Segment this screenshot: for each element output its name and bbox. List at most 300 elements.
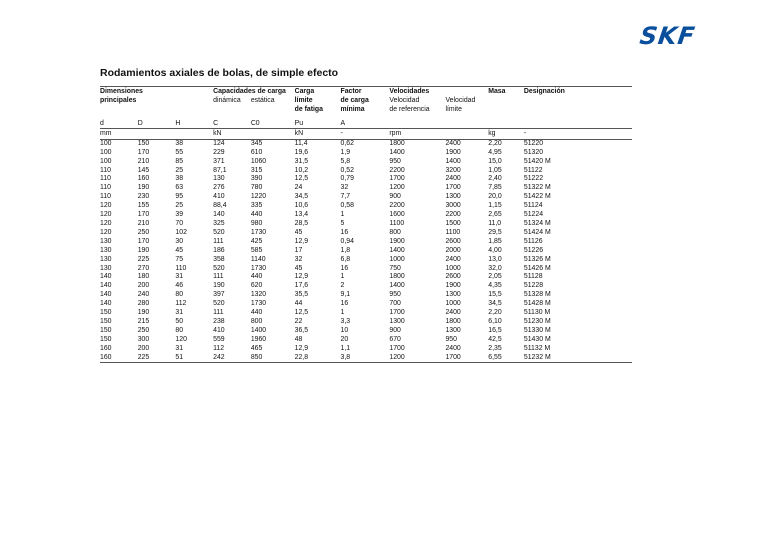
unit-designation: -	[524, 128, 581, 139]
cell-C0: 780	[250, 184, 263, 192]
cell-H: 45	[175, 246, 184, 254]
cell-C0: 850	[251, 354, 295, 363]
cell-D: 190	[137, 246, 150, 254]
cell-mass: 2,20	[488, 309, 502, 317]
cell-designation: 51320	[523, 148, 544, 156]
cell-D: 270	[137, 264, 150, 272]
cell-C: 559	[213, 335, 225, 343]
cell-d: 110	[100, 175, 111, 183]
cell-designation: 51128	[523, 273, 543, 281]
cell-designation: 51222	[523, 175, 544, 183]
cell-C0: 800	[250, 317, 263, 325]
cell-D: 145	[137, 166, 150, 174]
cell-mass: 4,95	[488, 148, 502, 156]
cell-lim-speed: 1000	[445, 300, 461, 308]
table-body	[100, 139, 632, 363]
table-row	[100, 149, 632, 158]
cell-C0: 610	[250, 148, 263, 156]
cell-d: 100	[100, 148, 112, 156]
cell-Pu: 19,6	[294, 148, 309, 156]
unit-empty	[581, 128, 632, 139]
table-row	[100, 139, 632, 148]
symbol-d: d	[100, 119, 104, 127]
cell-ref-speed: 670	[389, 335, 401, 343]
cell-mass: 15,0	[488, 157, 502, 165]
cell-empty	[581, 149, 632, 158]
cell-ref-speed: 2200	[389, 166, 405, 174]
table-row	[100, 318, 632, 327]
unit-kn-pu: kN	[295, 128, 341, 139]
table-row	[100, 256, 632, 265]
cell-C: 371	[213, 157, 225, 165]
header-minimum: mínima	[340, 106, 365, 114]
cell-H: 102	[175, 228, 187, 236]
cell-C: 242	[213, 354, 251, 363]
cell-empty	[581, 211, 632, 220]
cell-lim-speed: 3200	[445, 166, 461, 174]
cell-d: 140	[100, 282, 112, 290]
cell-mass: 6,55	[488, 354, 524, 363]
cell-empty	[581, 327, 632, 336]
header-limit-speed: límite	[445, 106, 462, 114]
cell-d: 130	[100, 264, 112, 272]
header-empty	[488, 105, 632, 114]
cell-Pu: 28,5	[294, 219, 309, 227]
cell-H: 80	[175, 291, 184, 299]
cell-mass: 4,00	[488, 246, 502, 254]
cell-lim-speed: 2400	[445, 139, 461, 147]
cell-C0: 345	[250, 139, 263, 147]
cell-C: 229	[213, 148, 225, 156]
cell-lim-speed: 1100	[445, 228, 461, 236]
cell-D: 200	[137, 282, 150, 290]
cell-designation: 51220	[523, 139, 544, 147]
cell-D: 215	[137, 317, 150, 325]
header-reference: de referencia	[389, 106, 430, 114]
cell-mass: 32,0	[488, 264, 502, 272]
cell-ref-speed: 950	[389, 291, 401, 299]
cell-mass: 20,0	[488, 193, 502, 201]
cell-lim-speed: 3000	[445, 202, 461, 210]
cell-mass: 15,5	[488, 291, 502, 299]
cell-C0: 1960	[250, 335, 267, 343]
cell-C: 325	[213, 219, 225, 227]
cell-A: 1	[340, 211, 345, 219]
cell-d: 160	[100, 354, 138, 363]
cell-empty	[581, 273, 632, 282]
symbol-Pu: Pu	[294, 119, 304, 127]
cell-empty	[581, 238, 632, 247]
cell-C0: 1400	[250, 326, 267, 334]
cell-lim-speed: 1500	[445, 219, 461, 227]
cell-ref-speed: 1800	[389, 273, 405, 281]
cell-Pu: 12,5	[294, 309, 309, 317]
cell-d: 150	[100, 309, 112, 317]
cell-empty	[581, 265, 632, 274]
header-empty	[389, 119, 632, 129]
cell-ref-speed: 1700	[389, 344, 405, 352]
cell-A: 20	[340, 335, 349, 343]
cell-d: 140	[100, 300, 112, 308]
table-header	[100, 87, 632, 129]
cell-ref-speed: 1400	[389, 246, 405, 254]
cell-C0: 1730	[250, 264, 267, 272]
cell-H: 80	[175, 326, 184, 334]
cell-C: 124	[213, 139, 225, 147]
cell-d: 150	[100, 326, 112, 334]
cell-C: 358	[213, 255, 225, 263]
cell-lim-speed: 1700	[445, 354, 488, 363]
unit-mm: mm	[100, 128, 213, 139]
cell-ref-speed: 900	[389, 326, 401, 334]
table-row	[100, 291, 632, 300]
cell-designation: 51428 M	[523, 300, 551, 308]
cell-C: 88,4	[213, 202, 227, 210]
cell-lim-speed: 1300	[445, 326, 461, 334]
cell-empty	[581, 193, 632, 202]
cell-designation: 51424 M	[523, 228, 551, 236]
table-row	[100, 309, 632, 318]
unit-rpm: rpm	[389, 128, 488, 139]
cell-H: 70	[175, 219, 184, 227]
cell-D: 160	[137, 175, 150, 183]
cell-ref-speed: 1400	[389, 148, 405, 156]
cell-C0: 465	[250, 344, 263, 352]
cell-H: 31	[175, 344, 184, 352]
cell-H: 25	[175, 166, 184, 174]
header-row-3	[100, 105, 632, 114]
cell-C0: 425	[250, 237, 263, 245]
header-limit: límite	[294, 97, 313, 105]
cell-mass: 11,0	[488, 219, 502, 227]
cell-H: 85	[175, 157, 184, 165]
header-dynamic: dinámica	[213, 97, 241, 105]
cell-C0: 1730	[250, 228, 267, 236]
cell-d: 110	[100, 184, 111, 192]
header-dimensions: Dimensiones	[100, 87, 213, 97]
header-load-limit: Carga	[295, 87, 341, 97]
cell-lim-speed: 2000	[445, 246, 461, 254]
cell-A: 1,8	[340, 246, 351, 254]
cell-designation: 51430 M	[523, 335, 551, 343]
cell-designation: 51226	[523, 246, 544, 254]
cell-C: 111	[213, 237, 224, 245]
cell-A: 16	[340, 264, 349, 272]
cell-C0: 1060	[250, 157, 267, 165]
cell-lim-speed: 2400	[445, 344, 461, 352]
cell-A: 1,9	[340, 148, 351, 156]
skf-logo: SKF	[638, 22, 698, 50]
header-empty	[100, 105, 295, 114]
cell-ref-speed: 1200	[389, 184, 405, 192]
cell-mass: 2,40	[488, 175, 502, 183]
cell-ref-speed: 900	[389, 193, 401, 201]
cell-mass: 4,35	[488, 282, 502, 290]
unit-a: -	[340, 128, 389, 139]
cell-empty	[581, 158, 632, 167]
cell-C0: 440	[250, 211, 263, 219]
cell-designation: 51328 M	[523, 291, 551, 299]
cell-C0: 1730	[250, 300, 267, 308]
cell-D: 170	[137, 237, 150, 245]
cell-A: 3,8	[340, 354, 389, 363]
cell-Pu: 34,5	[294, 193, 309, 201]
cell-D: 225	[137, 255, 150, 263]
cell-Pu: 24	[294, 184, 303, 192]
cell-lim-speed: 1000	[445, 264, 461, 272]
cell-ref-speed: 1100	[389, 219, 405, 227]
cell-mass: 2,35	[488, 344, 502, 352]
cell-C: 410	[213, 193, 225, 201]
cell-designation: 51130 M	[523, 309, 551, 317]
symbol-C0: C0	[250, 119, 260, 127]
cell-H: 120	[175, 335, 187, 343]
cell-ref-speed: 1300	[389, 317, 405, 325]
cell-A: 5,8	[340, 157, 351, 165]
cell-H: 110	[175, 264, 187, 272]
cell-lim-speed: 950	[445, 335, 457, 343]
cell-designation: 51122	[523, 166, 543, 174]
header-capacities: Capacidades de carga	[213, 87, 295, 97]
cell-Pu: 44	[294, 300, 303, 308]
table-row	[100, 345, 632, 354]
cell-A: 0,58	[340, 202, 354, 210]
cell-A: 6,8	[340, 255, 351, 263]
table-row	[100, 265, 632, 274]
cell-A: 10	[340, 326, 349, 334]
cell-d: 110	[100, 193, 111, 201]
cell-C: 410	[213, 326, 225, 334]
cell-designation: 51324 M	[523, 219, 551, 227]
cell-empty	[581, 291, 632, 300]
cell-D: 155	[137, 202, 150, 210]
cell-ref-speed: 800	[389, 228, 401, 236]
header-ref-speed: Velocidad	[389, 97, 420, 105]
cell-Pu: 12,5	[294, 175, 309, 183]
cell-empty	[581, 282, 632, 291]
cell-A: 16	[340, 300, 349, 308]
header-mass: Masa	[488, 87, 524, 97]
unit-kg: kg	[488, 128, 524, 139]
cell-C0: 440	[250, 309, 263, 317]
cell-A: 1,1	[340, 344, 351, 352]
cell-C: 186	[213, 246, 225, 254]
cell-d: 120	[100, 202, 112, 210]
cell-lim-speed: 1400	[445, 157, 461, 165]
cell-designation: 51420 M	[523, 157, 551, 165]
cell-ref-speed: 1200	[389, 354, 445, 363]
cell-D: 300	[137, 335, 150, 343]
cell-ref-speed: 1400	[389, 282, 405, 290]
table-row	[100, 238, 632, 247]
cell-A: 1	[340, 309, 345, 317]
cell-H: 31	[175, 309, 184, 317]
header-empty	[524, 96, 581, 105]
cell-d: 140	[100, 273, 112, 281]
cell-C0: 620	[250, 282, 263, 290]
cell-D: 230	[137, 193, 150, 201]
cell-lim-speed: 2400	[445, 255, 461, 263]
cell-C0: 315	[250, 166, 263, 174]
cell-lim-speed: 2200	[445, 211, 461, 219]
cell-D: 210	[137, 157, 150, 165]
cell-D: 200	[137, 344, 150, 352]
cell-ref-speed: 750	[389, 264, 401, 272]
cell-Pu: 32	[294, 255, 303, 263]
cell-C: 397	[213, 291, 225, 299]
header-row-2	[100, 96, 632, 105]
cell-D: 250	[137, 228, 150, 236]
bearings-table	[100, 86, 632, 363]
cell-designation: 51426 M	[523, 264, 551, 272]
cell-lim-speed: 2400	[445, 309, 461, 317]
cell-C: 520	[213, 228, 225, 236]
cell-D: 225	[138, 354, 176, 363]
cell-C0: 335	[250, 202, 263, 210]
cell-d: 110	[100, 166, 111, 174]
cell-mass: 16,5	[488, 326, 502, 334]
header-principal: principales	[100, 97, 137, 105]
cell-lim-speed: 2600	[445, 273, 461, 281]
cell-empty	[581, 247, 632, 256]
cell-d: 120	[100, 228, 112, 236]
cell-A: 0,79	[340, 175, 354, 183]
cell-H: 50	[175, 317, 184, 325]
table-row	[100, 354, 632, 363]
cell-mass: 29,5	[488, 228, 502, 236]
cell-Pu: 12,9	[294, 237, 309, 245]
header-lim-speed: Velocidad	[445, 97, 476, 105]
cell-mass: 2,65	[488, 211, 502, 219]
cell-mass: 1,05	[488, 166, 502, 174]
cell-d: 130	[100, 237, 112, 245]
cell-ref-speed: 1700	[389, 309, 405, 317]
header-row-symbols	[100, 119, 632, 129]
cell-d: 150	[100, 335, 112, 343]
cell-H: 30	[175, 237, 184, 245]
cell-D: 190	[137, 309, 150, 317]
cell-H: 38	[175, 139, 184, 147]
unit-kn: kN	[213, 128, 295, 139]
cell-H: 55	[175, 148, 184, 156]
cell-empty	[581, 139, 632, 148]
table-row	[100, 202, 632, 211]
cell-designation: 51330 M	[523, 326, 551, 334]
cell-A: 0,62	[340, 139, 354, 147]
cell-A: 3,3	[340, 317, 351, 325]
table-row	[100, 300, 632, 309]
cell-empty	[581, 354, 632, 363]
cell-mass: 1,15	[488, 202, 502, 210]
cell-H: 112	[175, 300, 187, 308]
cell-lim-speed: 1900	[445, 148, 461, 156]
cell-d: 130	[100, 246, 112, 254]
cell-empty	[581, 167, 632, 176]
cell-empty	[581, 318, 632, 327]
cell-designation: 51132 M	[523, 344, 551, 352]
cell-mass: 13,0	[488, 255, 502, 263]
cell-C0: 980	[250, 219, 263, 227]
cell-lim-speed: 2400	[445, 175, 461, 183]
table-row	[100, 282, 632, 291]
cell-empty	[581, 184, 632, 193]
header-designation: Designación	[524, 87, 581, 97]
cell-D: 170	[137, 148, 150, 156]
header-blank	[581, 87, 632, 97]
cell-Pu: 13,4	[294, 211, 309, 219]
cell-mass: 2,05	[488, 273, 502, 281]
header-empty	[488, 96, 524, 105]
cell-lim-speed: 2600	[445, 237, 461, 245]
cell-designation: 51228	[523, 282, 544, 290]
cell-Pu: 12,9	[294, 344, 309, 352]
cell-Pu: 36,5	[294, 326, 309, 334]
cell-designation: 51422 M	[523, 193, 551, 201]
cell-C: 276	[213, 184, 225, 192]
header-static: estática	[250, 97, 275, 105]
cell-ref-speed: 1900	[389, 237, 405, 245]
cell-d: 100	[100, 139, 112, 147]
cell-d: 150	[100, 317, 112, 325]
table-row	[100, 327, 632, 336]
cell-ref-speed: 1000	[389, 255, 405, 263]
cell-H: 46	[175, 282, 184, 290]
cell-A: 0,94	[340, 237, 354, 245]
cell-C: 111	[213, 309, 224, 317]
cell-designation: 51230 M	[523, 317, 551, 325]
cell-Pu: 31,5	[294, 157, 309, 165]
table-row	[100, 220, 632, 229]
cell-ref-speed: 2200	[389, 202, 405, 210]
cell-C0: 1220	[250, 193, 267, 201]
cell-ref-speed: 1700	[389, 175, 405, 183]
cell-d: 140	[100, 291, 112, 299]
cell-C: 112	[213, 344, 225, 352]
cell-C0: 1140	[250, 255, 266, 263]
cell-ref-speed: 950	[389, 157, 401, 165]
cell-D: 180	[137, 273, 150, 281]
symbol-A: A	[340, 119, 346, 127]
cell-Pu: 10,2	[294, 166, 309, 174]
cell-C: 130	[213, 175, 225, 183]
header-empty	[581, 96, 632, 105]
cell-A: 16	[340, 228, 349, 236]
cell-Pu: 12,9	[294, 273, 309, 281]
cell-H: 95	[175, 193, 184, 201]
cell-empty	[581, 345, 632, 354]
symbol-D: D	[137, 119, 143, 127]
cell-C: 87,1	[213, 166, 227, 174]
header-factor: Factor	[340, 87, 389, 97]
cell-A: 2	[340, 282, 345, 290]
cell-d: 100	[100, 157, 112, 165]
cell-C0: 390	[250, 175, 263, 183]
cell-D: 150	[137, 139, 150, 147]
cell-Pu: 17	[294, 246, 303, 254]
header-row-1	[100, 87, 632, 97]
table-row	[100, 336, 632, 345]
cell-empty	[581, 309, 632, 318]
cell-D: 210	[137, 219, 150, 227]
cell-ref-speed: 1600	[389, 211, 405, 219]
table-row	[100, 158, 632, 167]
cell-D: 250	[137, 326, 150, 334]
cell-designation: 51326 M	[523, 255, 551, 263]
cell-lim-speed: 1800	[445, 317, 461, 325]
cell-lim-speed: 1900	[445, 282, 461, 290]
cell-designation: 51232 M	[524, 354, 581, 363]
units-row-group	[100, 128, 632, 139]
